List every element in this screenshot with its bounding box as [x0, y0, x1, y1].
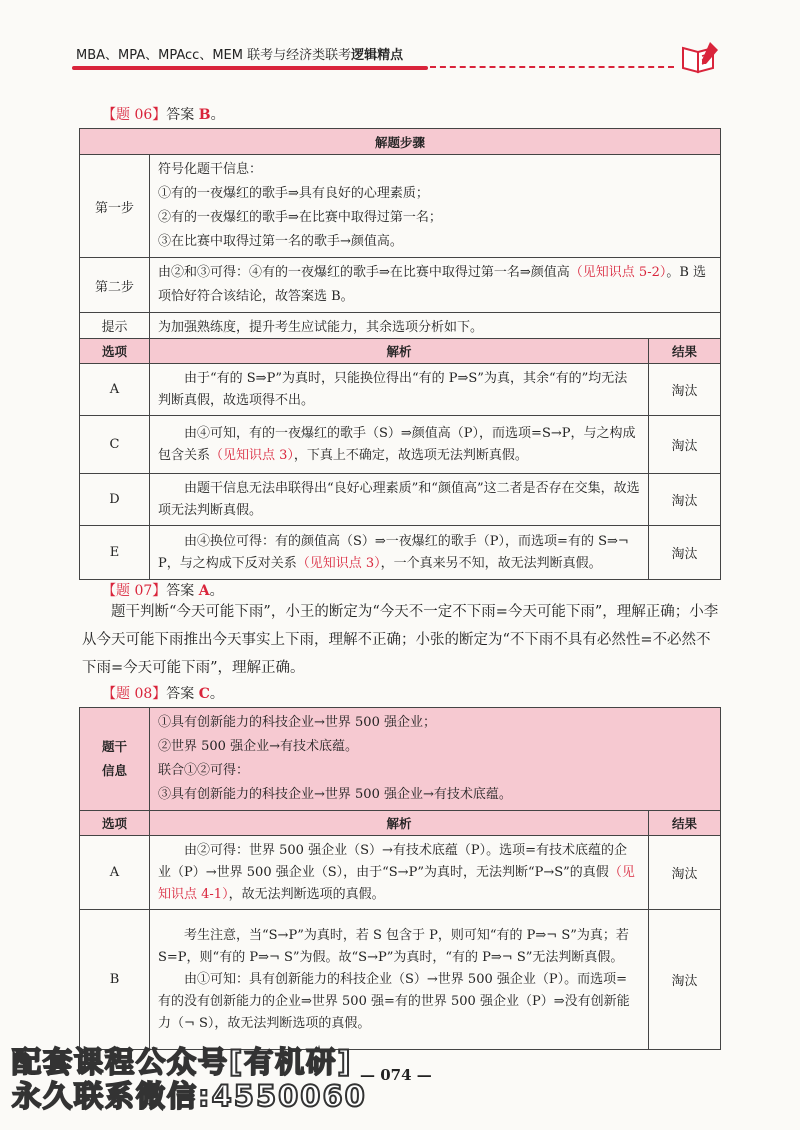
- knowledge-ref: （见知识点 4-1）: [158, 864, 635, 902]
- table-row: A 由于“有的 S⇒P”为真时，只能换位得出“有的 P⇒S”为真，其余“有的”均无法判断真假，故选项得不出。 淘汰: [80, 364, 721, 416]
- q06-steps-table: [79, 128, 721, 580]
- q08-answer: C: [198, 686, 210, 702]
- knowledge-ref: （见知识点 3）: [296, 555, 381, 571]
- step1-label: 第一步: [80, 155, 150, 258]
- table-row: C 由④可知，有的一夜爆红的歌手（S）⇒颜值高（P），而选项=S→P，与之构成包含关系（见知识点 3），下真上不确定，故选项无法判断真假。 淘汰: [80, 416, 721, 474]
- knowledge-ref: （见知识点 3）: [210, 447, 294, 463]
- steps-header: 解题步骤: [80, 129, 721, 155]
- step1-content: 符号化题干信息： ①有的一夜爆红的歌手⇒具有良好的心理素质； ②有的一夜爆红的歌手⇒在比赛中取得过第一名； ③在比赛中取得过第一名的歌手→颜值高。: [150, 155, 721, 258]
- col-result: 结果: [649, 811, 721, 836]
- col-option: 选项: [80, 811, 150, 836]
- table-row: A 由②可得：世界 500 强企业（S）→有技术底蕴（P）。选项=有技术底蕴的企业（P）→世界 500 强企业（S），由于“S→P”为真时，无法判断“P→S”的真假（见知识点 4-1），故无法判断选项的真假。 淘汰: [80, 836, 721, 910]
- page-header: [0, 0, 800, 80]
- q06-answer: B: [198, 107, 211, 123]
- q07-tag: 【题 07】: [102, 583, 167, 599]
- knowledge-ref: （见知识点 5-2）: [569, 265, 667, 280]
- q08-answer-line: 【题 08】答案 C。: [102, 686, 224, 702]
- hint-content: 为加强熟练度，提升考生应试能力，其余选项分析如下。: [150, 313, 721, 339]
- table-row: B 考生注意，当“S→P”为真时，若 S 包含于 P，则可知“有的 P⇒¬ S”为真；若 S=P，则“有的 P⇒¬ S”为假。故“S→P”为真时，“有的 P⇒¬ S”无法判断真假。 由①可知：具有创新能力的科技企业（S）→世界 500 强企业（P）。而选项=有的没有创新能力的企业⇒世界 500 强=有的世界 500 强企业（P）⇒没有创新能力（¬ S），故无法判断选项的真假。 淘汰: [80, 910, 721, 1050]
- q06-tag: 【题 06】: [102, 107, 167, 123]
- table-row: D 由题干信息无法串联得出“良好心理素质”和“颜值高”这二者是否存在交集，故选项无法判断真假。 淘汰: [80, 474, 721, 526]
- page-number: — 074 —: [360, 1066, 432, 1084]
- header-dash-line: [430, 66, 674, 68]
- col-option: 选项: [80, 339, 150, 364]
- step2-label: 第二步: [80, 258, 150, 313]
- book-pencil-icon: [680, 40, 720, 76]
- info-content: ①具有创新能力的科技企业→世界 500 强企业； ②世界 500 强企业→有技术底蕴。 联合①②可得： ③具有创新能力的科技企业→世界 500 强企业→有技术底蕴。: [150, 708, 721, 811]
- watermark-line-2: 永久联系微信:4550060: [12, 1079, 367, 1113]
- header-bar: [72, 66, 428, 70]
- info-label: 题干 信息: [80, 708, 150, 811]
- q08-tag: 【题 08】: [102, 686, 167, 702]
- q06-answer-line: 【题 06】答案 B。: [102, 107, 225, 123]
- table-row: E 由④换位可得：有的颜值高（S）⇒一夜爆红的歌手（P），而选项=有的 S⇒¬ P，与之构成下反对关系（见知识点 3），一个真来另不知，故无法判断真假。 淘汰: [80, 526, 721, 580]
- watermark-line-1: 配套课程公众号[有机研]: [12, 1045, 353, 1079]
- col-analysis: 解析: [150, 811, 649, 836]
- q08-table: [79, 707, 721, 1050]
- q07-answer: A: [198, 583, 210, 599]
- header-title: MBA、MPA、MPAcc、MEM 联考与经济类联考逻辑精点: [76, 48, 404, 63]
- col-analysis: 解析: [150, 339, 649, 364]
- hint-label: 提示: [80, 313, 150, 339]
- step2-content: 由②和③可得：④有的一夜爆红的歌手⇒在比赛中取得过第一名⇒颜值高（见知识点 5-2）。B 选项恰好符合该结论，故答案选 B。: [150, 258, 721, 313]
- col-result: 结果: [649, 339, 721, 364]
- q07-answer-line: 【题 07】答案 A。: [102, 583, 224, 599]
- q07-paragraph: 题干判断“今天可能下雨”，小王的断定为“今天不一定不下雨=今天可能下雨”，理解正确；小李从今天可能下雨推出今天事实上下雨，理解不正确；小张的断定为“不下雨不具有必然性=不必然不下雨=今天可能下雨”，理解正确。: [82, 604, 719, 676]
